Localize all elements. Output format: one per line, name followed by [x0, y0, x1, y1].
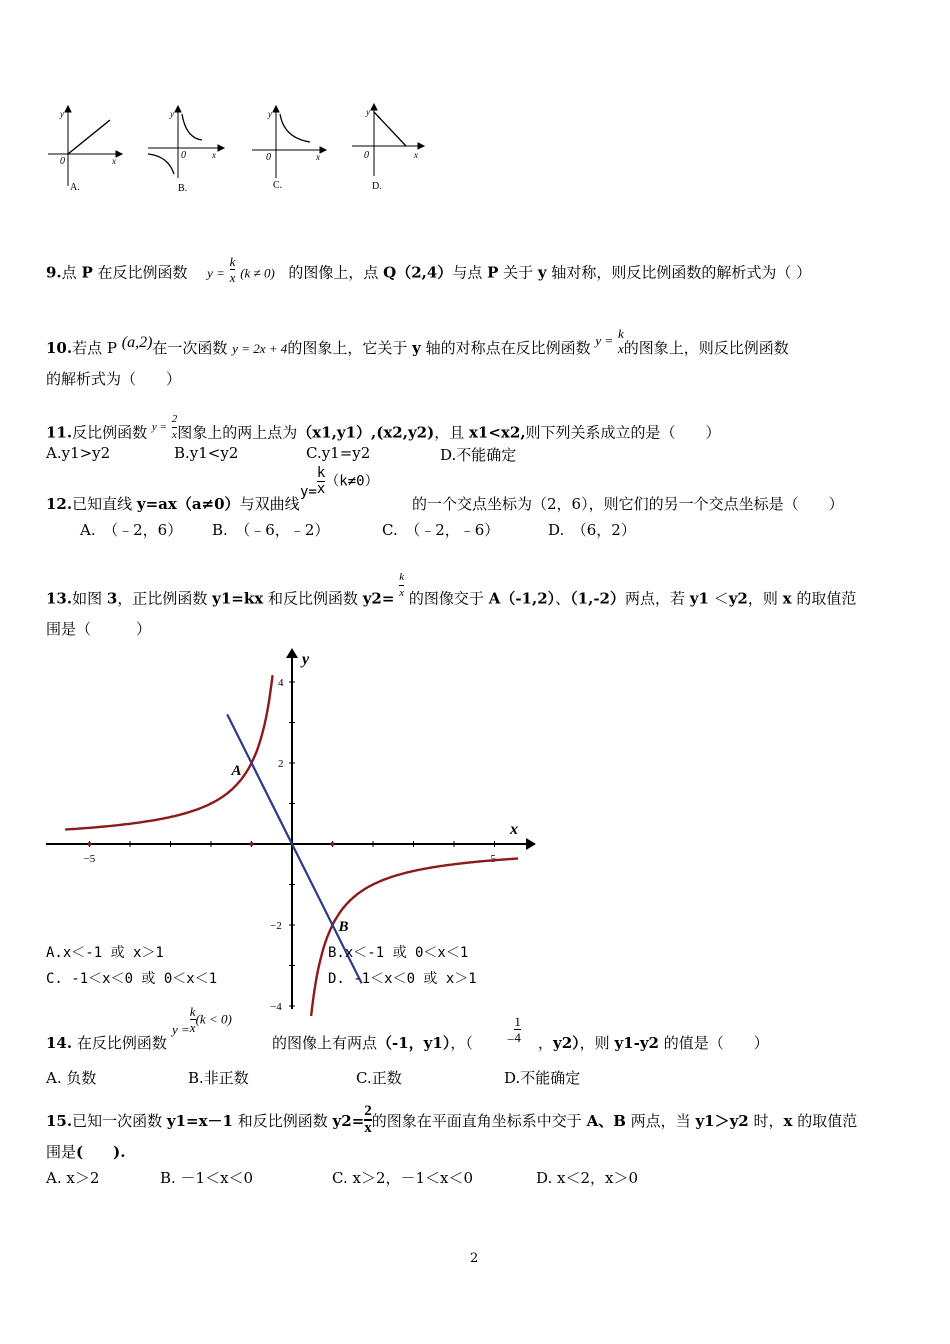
q13-option-d[interactable]: D. -1＜x＜0 或 x＞1 — [328, 971, 477, 987]
question-11: 11.反比例函数 $^{y =}$ $\frac{2}{x}$ 图象上的两上点为（x1,y1）,(x2,y2)，且 x1<x2,则下列关系成立的是（ ） — [46, 413, 721, 442]
question-14: 14. 在反比例函数 — [46, 1034, 167, 1052]
graph-b-origin: 0 — [181, 150, 186, 161]
q10-point: (a,2) — [121, 334, 153, 351]
graph-d-origin: 0 — [364, 150, 369, 161]
graph-c-label: C. — [273, 180, 283, 191]
q9-formula-frac: $\frac{k}{x}$ — [229, 254, 236, 285]
x-axis-label: x — [510, 821, 518, 838]
option-graph-c — [252, 106, 326, 178]
q14-option-b[interactable]: B.非正数 — [188, 1069, 249, 1087]
x-axis-arrow — [526, 838, 536, 850]
graph-d-y: y — [366, 107, 370, 117]
q12-formula: y= $\frac{k}{x}$ （k≠0） — [300, 465, 379, 500]
q11-number: 11. — [46, 423, 73, 442]
x-tick-label-5: 5 — [490, 853, 496, 865]
q9-formula-lhs: y = — [207, 265, 225, 281]
q13-option-a[interactable]: A.x＜-1 或 x＞1 — [46, 945, 164, 961]
x-axis-marker — [250, 842, 254, 846]
q15-option-d[interactable]: D. x＜2，x＞0 — [536, 1169, 639, 1187]
q14-number: 14. — [46, 1034, 73, 1052]
q11-option-c[interactable]: C.y1=y2 — [306, 444, 371, 462]
q15-formula-frac: $\frac{2}{x}$ — [364, 1103, 372, 1136]
page-number: 2 — [470, 1251, 479, 1266]
question-10-line2: 的解析式为（ ） — [46, 370, 182, 388]
q12-option-a[interactable]: A. （﹣2，6） — [80, 521, 183, 539]
q13-option-c[interactable]: C. -1＜x＜0 或 0＜x＜1 — [46, 971, 218, 987]
option-graph-b — [148, 106, 224, 178]
point-b-label: B — [338, 919, 349, 935]
q11-option-a[interactable]: A.y1>y2 — [46, 444, 111, 462]
q15-number: 15. — [46, 1112, 73, 1130]
q12-option-b[interactable]: B. （﹣6，﹣2） — [212, 521, 330, 539]
graph-b-x: x — [212, 150, 216, 160]
question-13-line2: 围是（ ） — [46, 620, 152, 638]
graph-a-x: x — [112, 156, 116, 166]
option-graph-d — [352, 104, 424, 176]
q15-option-c[interactable]: C. x＞2，－1＜x＜0 — [332, 1169, 474, 1187]
question-14-tail: ，y2），则 y1-y2 的值是（ ） — [538, 1034, 769, 1052]
q14-formula: y = $\frac{k}{x}$ (k < 0) — [172, 1004, 232, 1037]
q13-number: 13. — [46, 589, 73, 608]
x-tick-label-neg5: −5 — [83, 853, 96, 865]
q13-formula-frac: $\frac{k}{x}$ — [399, 571, 405, 599]
graph-c-origin: 0 — [266, 152, 271, 163]
q12-number: 12. — [46, 495, 73, 513]
hyperbola-left-branch — [65, 675, 272, 829]
q14-option-c[interactable]: C.正数 — [356, 1069, 402, 1087]
question-15: 15.已知一次函数 y1=x－1 和反比例函数 y2= $\frac{2}{x}$ 的图象在平面直角坐标系中交于 A、B 两点，当 y1＞y2 时，x 的取值范 — [46, 1103, 858, 1136]
q9-number: 9. — [46, 263, 62, 282]
q12-option-d[interactable]: D. （6，2） — [548, 521, 636, 539]
question-12: 12.已知直线 y=ax（a≠0）与双曲线 — [46, 495, 300, 513]
option-graphs — [40, 98, 440, 198]
y-axis-label: y — [302, 651, 310, 668]
x-axis-marker — [88, 842, 92, 846]
graph-d-x: x — [414, 150, 418, 160]
y-axis-arrow — [286, 648, 298, 658]
question-12-tail: 的一个交点坐标为（2，6），则它们的另一个交点坐标是（ ） — [412, 495, 844, 513]
point-a-label: A — [231, 763, 242, 779]
q11-option-d[interactable]: D.不能确定 — [440, 446, 517, 464]
q15-option-a[interactable]: A. x＞2 — [46, 1169, 100, 1187]
question-14-body: 的图像上有两点（-1，y1），（ — [272, 1034, 473, 1052]
q15-option-b[interactable]: B. －1＜x＜0 — [160, 1169, 254, 1187]
question-13: 13.如图 3，正比例函数 y1=kx 和反比例函数 y2= $\frac{k}{x}$ 的图像交于 A（-1,2）、（1,-2）两点，若 y1 ＜y2，则 x 的取值范 — [46, 571, 857, 608]
y-tick-label-4: 4 — [278, 677, 284, 689]
y-tick-label-neg4: −4 — [270, 1001, 282, 1013]
hyperbola-right-branch — [311, 859, 518, 1017]
graph-c-y: y — [268, 109, 272, 119]
question-15-line2: 围是( ). — [46, 1143, 126, 1161]
question-9: 9.点 P 在反比例函数 y = $\frac{k}{x}$ (k ≠ 0) 的图像上，点 Q（2,4）与点 P 关于 y 轴对称，则反比例函数的解析式为（ ） — [46, 254, 812, 285]
graph-a-y: y — [60, 109, 64, 119]
graph-c-x: x — [316, 152, 320, 162]
q11-option-b[interactable]: B.y1<y2 — [174, 444, 239, 462]
q11-formula-frac: $\frac{2}{x}$ — [171, 413, 178, 441]
graph-a-label: A. — [70, 182, 80, 193]
graph-b-label: B. — [178, 183, 188, 194]
q10-formula-frac: k x — [617, 326, 624, 356]
q14-option-a[interactable]: A. 负数 — [46, 1069, 97, 1087]
graph-b-y: y — [170, 109, 174, 119]
y-tick-label-2: 2 — [278, 758, 284, 770]
graph-d-label: D. — [372, 181, 382, 192]
q12-option-c[interactable]: C. （﹣2，﹣6） — [382, 521, 500, 539]
y-tick-label-neg2: −2 — [270, 920, 282, 932]
question-10: 10.若点 P (a,2)在一次函数 y = 2x + 4的图象上，它关于 y 轴的对称点在反比例函数 y = k x 的图象上，则反比例函数 — [46, 326, 789, 357]
q13-option-b[interactable]: B.x＜-1 或 0＜x＜1 — [328, 945, 469, 961]
q10-linear: y = 2x + 4 — [232, 341, 288, 356]
q14-option-d[interactable]: D.不能确定 — [504, 1069, 581, 1087]
q10-number: 10. — [46, 339, 73, 357]
x-axis-marker — [331, 842, 335, 846]
graph-a-origin: 0 — [60, 156, 65, 167]
q14-fraction: − $\frac{1}{4}$ — [507, 1014, 521, 1047]
